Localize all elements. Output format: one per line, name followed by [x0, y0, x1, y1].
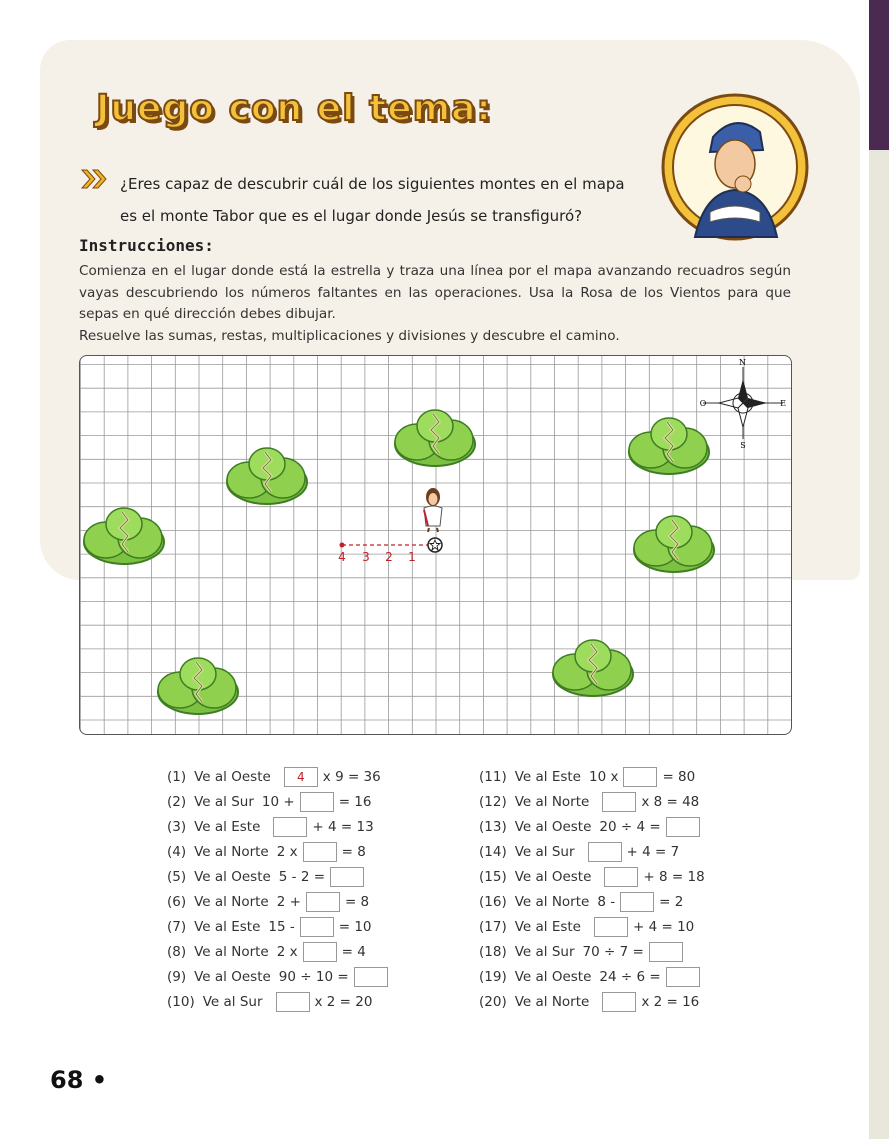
- path-number: 4: [338, 550, 346, 564]
- operation-row: [167, 964, 393, 989]
- operation-row: [167, 814, 393, 839]
- answer-box[interactable]: [303, 942, 337, 962]
- answer-box[interactable]: [666, 817, 700, 837]
- operation-row: [479, 789, 705, 814]
- answer-box[interactable]: [273, 817, 307, 837]
- grid-map-canvas: [80, 356, 791, 734]
- operation-number: (9): [167, 968, 187, 985]
- operation-direction: Ve al Este: [514, 768, 581, 785]
- operation-pre: 5 - 2 =: [278, 868, 326, 885]
- hill-6: [158, 658, 238, 714]
- operation-post: = 16: [338, 793, 372, 810]
- answer-box[interactable]: [300, 917, 334, 937]
- compass-e-label: E: [780, 399, 786, 408]
- operation-row: [167, 764, 393, 789]
- operation-post: + 4 = 10: [632, 918, 695, 935]
- operation-number: (4): [167, 843, 187, 860]
- answer-box[interactable]: [306, 892, 340, 912]
- character-portrait-icon: [655, 92, 815, 242]
- path-end-dot: [340, 543, 345, 548]
- answer-box[interactable]: [276, 992, 310, 1012]
- answer-box[interactable]: [620, 892, 654, 912]
- operation-row: [479, 939, 705, 964]
- grid-map: [79, 355, 792, 735]
- instructions-paragraph-2: Resuelve las sumas, restas, multiplicaciones y divisiones y descubre el camino.: [79, 327, 620, 344]
- operation-direction: Ve al Oeste: [514, 818, 592, 835]
- operation-number: (18): [479, 943, 507, 960]
- compass-rose-icon: [700, 358, 786, 450]
- operation-number: (7): [167, 918, 187, 935]
- operation-number: (10): [167, 993, 195, 1010]
- path-number: 1: [408, 550, 416, 564]
- page-edge-accent: [869, 0, 889, 150]
- operation-post: x 9 = 36: [322, 768, 381, 785]
- answer-box[interactable]: [623, 767, 657, 787]
- operation-pre: 10 x: [588, 768, 619, 785]
- operations-right-column: [479, 764, 705, 1014]
- operation-post: = 2: [659, 893, 684, 910]
- page-edge-strip: [869, 0, 889, 1139]
- instructions-paragraph-1: Comienza en el lugar donde está la estrella y traza una línea por el mapa avanzando recuadros según vayas descubriendo los números faltantes en las operaciones. Usa la Rosa de los Vientos para que sepas en qué dirección debes dibujar.: [79, 263, 791, 322]
- hill-2: [227, 448, 307, 504]
- operation-pre: 20 ÷ 4 =: [599, 818, 661, 835]
- operation-number: (12): [479, 793, 507, 810]
- operation-direction: Ve al Oeste: [514, 868, 592, 885]
- operation-direction: Ve al Norte: [514, 993, 590, 1010]
- operation-row: [167, 914, 393, 939]
- operation-direction: Ve al Oeste: [194, 768, 271, 785]
- operation-post: = 8: [344, 893, 370, 910]
- compass-n-label: N: [739, 358, 746, 367]
- operation-direction: Ve al Oeste: [194, 968, 271, 985]
- answer-box[interactable]: [604, 867, 638, 887]
- operations-left-column: [167, 764, 393, 1014]
- operation-number: (2): [167, 793, 187, 810]
- operation-post: = 4: [341, 943, 366, 960]
- jesus-figure-icon: [424, 488, 442, 532]
- operation-row: [167, 864, 393, 889]
- operation-direction: Ve al Norte: [514, 793, 590, 810]
- answer-box[interactable]: [588, 842, 622, 862]
- answer-box[interactable]: [354, 967, 388, 987]
- question-text: ¿Eres capaz de descubrir cuál de los siguientes montes en el mapa es el monte Tabor que es el lugar donde Jesús se transfiguró?: [120, 175, 625, 225]
- operation-row: [167, 989, 393, 1014]
- operation-row: [479, 964, 705, 989]
- answer-box[interactable]: [303, 842, 337, 862]
- operation-pre: 15 -: [268, 918, 295, 935]
- operation-number: (19): [479, 968, 507, 985]
- operation-pre: 2 +: [276, 893, 301, 910]
- operation-post: x 2 = 16: [641, 993, 700, 1010]
- operation-row: [479, 764, 705, 789]
- answer-box[interactable]: [594, 917, 628, 937]
- operation-row: [479, 864, 705, 889]
- operation-number: (15): [479, 868, 507, 885]
- operation-number: (20): [479, 993, 507, 1010]
- operation-post: = 80: [662, 768, 696, 785]
- answer-box[interactable]: [602, 992, 636, 1012]
- operation-direction: Ve al Este: [194, 918, 261, 935]
- operation-number: (16): [479, 893, 507, 910]
- answer-box[interactable]: 4: [284, 767, 318, 787]
- operation-direction: Ve al Oeste: [194, 868, 271, 885]
- operation-direction: Ve al Sur: [514, 943, 575, 960]
- answer-box[interactable]: [602, 792, 636, 812]
- answer-box[interactable]: [300, 792, 334, 812]
- operation-number: (13): [479, 818, 507, 835]
- operation-row: [479, 989, 705, 1014]
- operation-pre: 2 x: [276, 943, 298, 960]
- operation-row: [167, 789, 393, 814]
- hill-1: [395, 410, 475, 466]
- section-title: Juego con el tema:: [96, 88, 492, 129]
- operation-number: (8): [167, 943, 187, 960]
- operation-post: + 4 = 7: [626, 843, 680, 860]
- instructions-body: [79, 261, 791, 347]
- operation-pre: 10 +: [261, 793, 295, 810]
- operation-pre: 24 ÷ 6 =: [599, 968, 661, 985]
- operation-row: [167, 889, 393, 914]
- answer-box[interactable]: [649, 942, 683, 962]
- operation-row: [479, 889, 705, 914]
- compass-s-label: S: [740, 441, 746, 450]
- operation-number: (17): [479, 918, 507, 935]
- operation-direction: Ve al Norte: [194, 843, 269, 860]
- operation-post: x 2 = 20: [314, 993, 373, 1010]
- operation-number: (14): [479, 843, 507, 860]
- operation-direction: Ve al Sur: [202, 993, 263, 1010]
- operation-post: = 8: [341, 843, 366, 860]
- operation-number: (1): [167, 768, 187, 785]
- instructions-label: Instrucciones:: [79, 236, 214, 255]
- operation-row: [479, 839, 705, 864]
- operation-pre: 90 ÷ 10 =: [278, 968, 349, 985]
- operation-pre: 70 ÷ 7 =: [582, 943, 644, 960]
- operation-post: + 8 = 18: [643, 868, 705, 885]
- operation-direction: Ve al Norte: [194, 943, 269, 960]
- answer-box[interactable]: [330, 867, 364, 887]
- operation-direction: Ve al Este: [194, 818, 261, 835]
- operation-direction: Ve al Norte: [194, 893, 269, 910]
- operation-post: + 4 = 13: [312, 818, 374, 835]
- operation-row: [479, 814, 705, 839]
- operation-direction: Ve al Sur: [194, 793, 254, 810]
- operation-number: (5): [167, 868, 187, 885]
- operation-row: [167, 939, 393, 964]
- operation-row: [479, 914, 705, 939]
- operation-direction: Ve al Oeste: [514, 968, 592, 985]
- operation-direction: Ve al Sur: [514, 843, 575, 860]
- start-star-icon: [428, 538, 442, 552]
- answer-box[interactable]: [666, 967, 700, 987]
- operation-direction: Ve al Norte: [514, 893, 590, 910]
- operation-direction: Ve al Este: [514, 918, 581, 935]
- path-number: 3: [362, 550, 370, 564]
- hill-5: [634, 516, 714, 572]
- hill-7: [553, 640, 633, 696]
- double-chevron-icon: [80, 168, 110, 190]
- operation-row: [167, 839, 393, 864]
- page-number: 68 •: [50, 1066, 108, 1094]
- operation-post: = 10: [338, 918, 372, 935]
- path-number: 2: [385, 550, 393, 564]
- operation-number: (6): [167, 893, 187, 910]
- operation-pre: 8 -: [597, 893, 616, 910]
- operation-pre: 2 x: [276, 843, 298, 860]
- operation-number: (11): [479, 768, 507, 785]
- operation-number: (3): [167, 818, 187, 835]
- compass-o-label: O: [699, 399, 707, 408]
- operation-post: x 8 = 48: [641, 793, 700, 810]
